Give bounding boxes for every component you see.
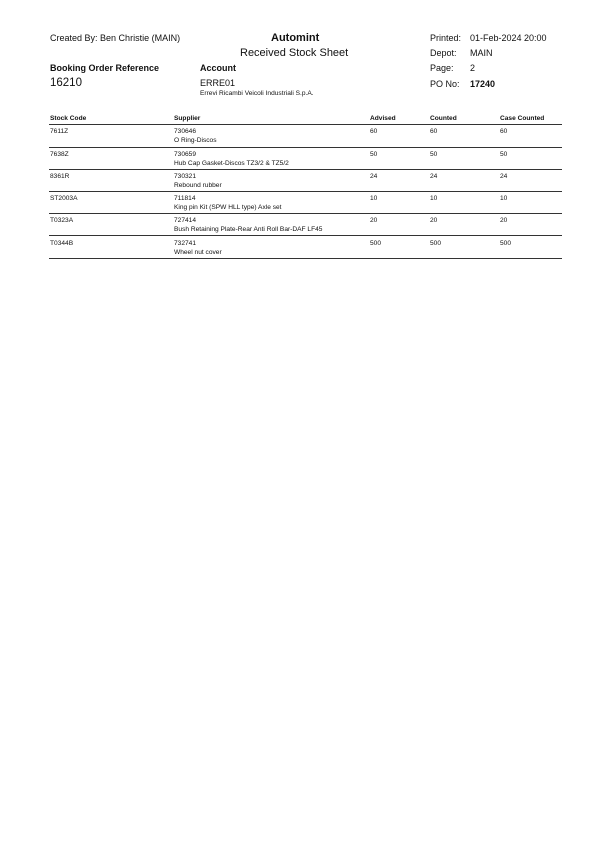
case-counted-qty: 24: [500, 173, 508, 180]
header-divider: [49, 124, 562, 125]
col-header-advised: Advised: [370, 115, 396, 122]
stock-code: T0344B: [50, 240, 74, 247]
row-divider: [49, 147, 562, 148]
row-divider: [49, 213, 562, 214]
stock-code: 7638Z: [50, 151, 69, 158]
advised-qty: 20: [370, 217, 378, 224]
item-description: King pin Kit (SPW HLL type) Axle set: [174, 204, 282, 211]
col-header-case-counted: Case Counted: [500, 115, 545, 122]
item-description: Wheel nut cover: [174, 249, 222, 256]
account-label: Account: [200, 63, 236, 73]
account-code: ERRE01: [200, 78, 236, 88]
printed-value: 01-Feb-2024 20:00: [470, 33, 547, 43]
booking-value: 16210: [50, 77, 82, 89]
counted-qty: 10: [430, 195, 438, 202]
counted-qty: 500: [430, 240, 442, 247]
case-counted-qty: 500: [500, 240, 512, 247]
po-label: PO No:: [430, 79, 460, 89]
supplier-code: 730646: [174, 128, 197, 135]
col-header-counted: Counted: [430, 115, 457, 122]
stock-code: T0323A: [50, 217, 74, 224]
depot-label: Depot:: [430, 48, 457, 58]
case-counted-qty: 50: [500, 151, 508, 158]
counted-qty: 20: [430, 217, 438, 224]
row-divider: [49, 258, 562, 259]
row-divider: [49, 191, 562, 192]
booking-label: Booking Order Reference: [50, 63, 160, 73]
counted-qty: 24: [430, 173, 438, 180]
advised-qty: 50: [370, 151, 378, 158]
case-counted-qty: 10: [500, 195, 508, 202]
depot-value: MAIN: [470, 48, 493, 58]
supplier-code: 732741: [174, 240, 197, 247]
advised-qty: 10: [370, 195, 378, 202]
col-header-supplier: Supplier: [174, 115, 201, 122]
sheet-title: Received Stock Sheet: [240, 47, 349, 59]
stock-code: 8361R: [50, 173, 70, 180]
supplier-code: 711814: [174, 195, 196, 202]
case-counted-qty: 60: [500, 128, 508, 135]
supplier-code: 730321: [174, 173, 197, 180]
item-description: Hub Cap Gasket-Discos TZ3/2 & TZ5/2: [174, 160, 289, 167]
item-description: Bush Retaining Plate-Rear Anti Roll Bar-DAF LF45: [174, 226, 323, 233]
advised-qty: 60: [370, 128, 378, 135]
created-by-label: Created By:: [50, 33, 98, 43]
row-divider: [49, 169, 562, 170]
stock-code: ST2003A: [50, 195, 78, 202]
counted-qty: 60: [430, 128, 438, 135]
created-by-value: Ben Christie (MAIN): [100, 33, 181, 43]
counted-qty: 50: [430, 151, 438, 158]
advised-qty: 24: [370, 173, 378, 180]
row-divider: [49, 235, 562, 236]
supplier-code: 730659: [174, 151, 197, 158]
page-label: Page:: [430, 63, 454, 73]
po-value: 17240: [470, 79, 496, 89]
col-header-stock-code: Stock Code: [50, 115, 87, 122]
company-name: Automint: [271, 32, 320, 44]
created-by: [50, 33, 180, 43]
case-counted-qty: 20: [500, 217, 508, 224]
item-description: O Ring-Discos: [174, 137, 217, 144]
stock-code: 7611Z: [50, 128, 69, 135]
printed-label: Printed:: [430, 33, 462, 43]
advised-qty: 500: [370, 240, 382, 247]
supplier-code: 727414: [174, 217, 197, 224]
page-value: 2: [470, 63, 476, 73]
account-name: Errevi Ricambi Veicoli Industriali S.p.A.: [200, 90, 314, 97]
item-description: Rebound rubber: [174, 182, 222, 189]
